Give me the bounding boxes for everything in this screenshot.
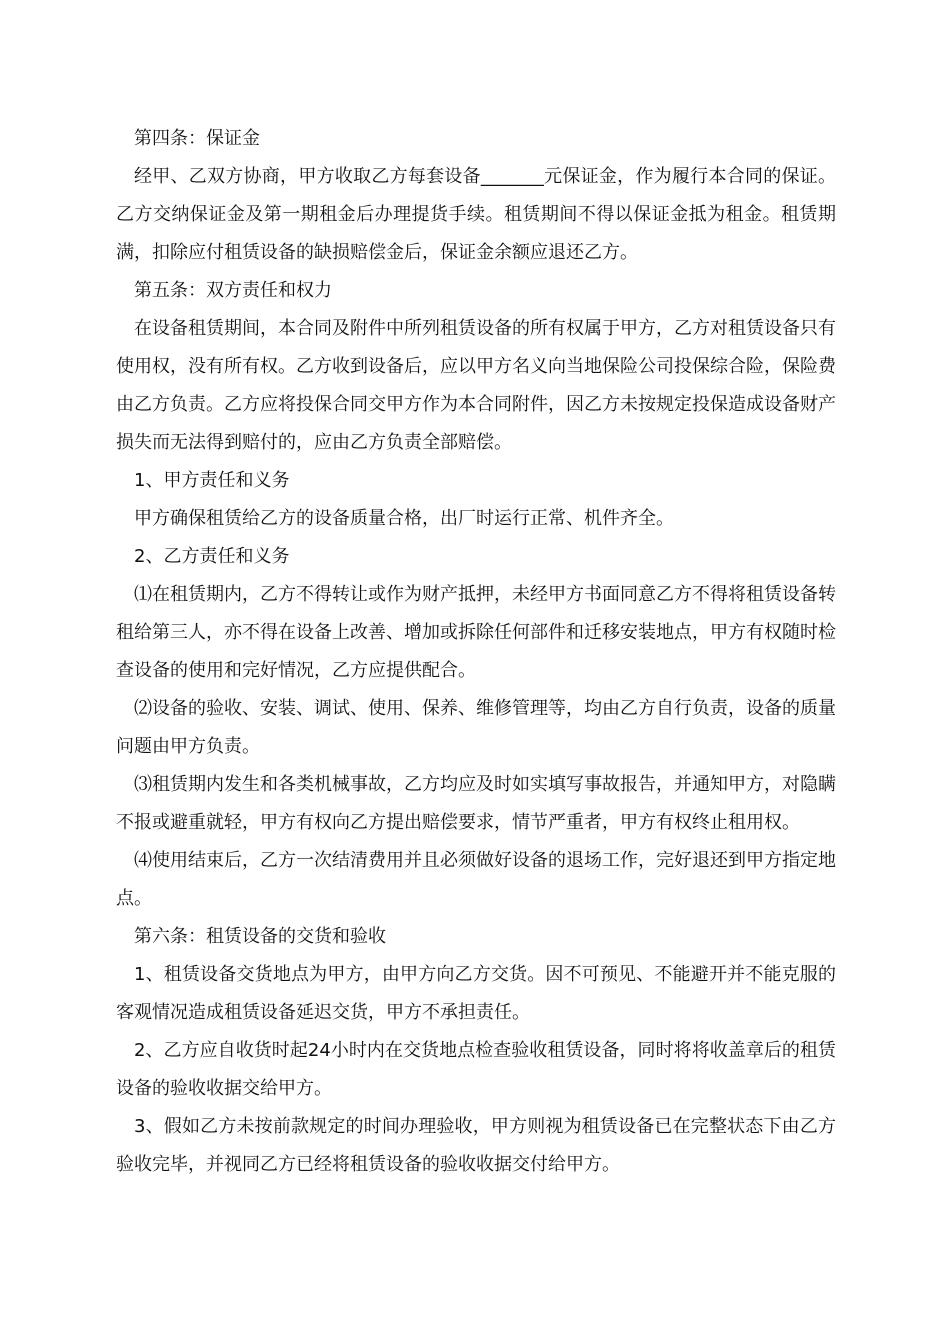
article-5-heading: 第五条：双方责任和权力: [134, 280, 332, 301]
article-5-body: 在设备租赁期间，本合同及附件中所列租赁设备的所有权属于甲方，乙方对租赁设备只有使用权，没有所有权。乙方收到设备后，应以甲方名义向当地保险公司投保综合险，保险费由乙方负责。乙方应将投保合同交甲方作为本合同附件，因乙方未按规定投保造成设备财产损失而无法得到赔付的，应由乙方负责全部赔偿。: [116, 318, 836, 453]
article-6-item-2: 2、乙方应自收货时起24小时内在交货地点检查验收租赁设备，同时将将收盖章后的租赁设备的验收收据交给甲方。: [116, 1040, 836, 1099]
party-a-duties-body: 甲方确保租赁给乙方的设备质量合格，出厂时运行正常、机件齐全。: [134, 508, 674, 529]
article-6-item-1: 1、租赁设备交货地点为甲方，由甲方向乙方交货。因不可预见、不能避开并不能克服的客观情况造成租赁设备延迟交货，甲方不承担责任。: [116, 964, 836, 1023]
party-b-duty-3: ⑶租赁期内发生和各类机械事故，乙方均应及时如实填写事故报告，并通知甲方，对隐瞒不报或避重就轻，甲方有权向乙方提出赔偿要求，情节严重者，甲方有权终止租用权。: [116, 774, 836, 833]
article-6-heading: 第六条：租赁设备的交货和验收: [134, 926, 386, 947]
party-b-duty-2: ⑵设备的验收、安装、调试、使用、保养、维修管理等，均由乙方自行负责，设备的质量问题由甲方负责。: [116, 698, 836, 757]
article-4-body: 经甲、乙双方协商，甲方收取乙方每套设备_______元保证金，作为履行本合同的保证。乙方交纳保证金及第一期租金后办理提货手续。租赁期间不得以保证金抵为租金。租赁期满，扣除应付租赁设备的缺损赔偿金后，保证金余额应退还乙方。: [116, 166, 836, 263]
party-b-duty-4: ⑷使用结束后，乙方一次结清费用并且必须做好设备的退场工作，完好退还到甲方指定地点。: [116, 850, 836, 909]
document-page: [116, 120, 836, 1184]
article-4-heading: 第四条：保证金: [134, 128, 260, 149]
article-6-item-3: 3、假如乙方未按前款规定的时间办理验收，甲方则视为租赁设备已在完整状态下由乙方验收完毕，并视同乙方已经将租赁设备的验收收据交付给甲方。: [116, 1116, 836, 1175]
party-b-duty-1: ⑴在租赁期内，乙方不得转让或作为财产抵押，未经甲方书面同意乙方不得将租赁设备转租给第三人，亦不得在设备上改善、增加或拆除任何部件和迁移安装地点，甲方有权随时检查设备的使用和完好情况，乙方应提供配合。: [116, 584, 836, 681]
party-a-duties-heading: 1、甲方责任和义务: [134, 470, 290, 491]
party-b-duties-heading: 2、乙方责任和义务: [134, 546, 290, 567]
